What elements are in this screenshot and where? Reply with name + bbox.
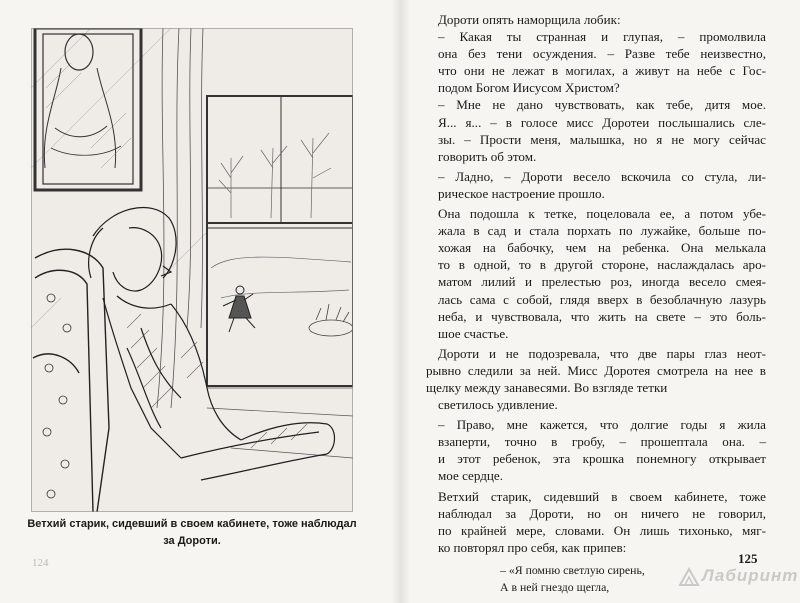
verse-line: А в ней гнездо щегла, bbox=[500, 579, 610, 594]
paragraph bbox=[426, 488, 766, 556]
book-gutter bbox=[392, 0, 410, 603]
text-line: ко повторял про себя, как припев: bbox=[438, 539, 627, 555]
text-line: мое сердце. bbox=[438, 468, 503, 484]
text-line: наблюдал за Дороти, но он ничего не говорил, bbox=[438, 505, 766, 521]
paragraph bbox=[426, 205, 766, 342]
text-line: она без тени осуждения. – Разве тебе неизвестно, bbox=[438, 46, 766, 62]
text-line: – Право, мне кажется, что долгие годы я жила bbox=[438, 417, 766, 433]
text-line: светилось удивление. bbox=[438, 397, 558, 413]
illustration-caption bbox=[26, 516, 358, 550]
text-line: то в одной, то в другой стороне, наслаждалась аро- bbox=[438, 257, 766, 273]
curtain bbox=[157, 28, 203, 408]
text-line: Дороти опять наморщила лобик: bbox=[438, 12, 621, 27]
text-column bbox=[426, 11, 766, 596]
text-line: что они не лежат в могилах, а живут на небе с Гос- bbox=[438, 63, 766, 79]
girl-figure bbox=[223, 286, 255, 332]
text-line: подом Богом Иисусом Христом? bbox=[438, 80, 620, 96]
text-line: жала в сад и стала порхать по лужайке, больше по- bbox=[438, 223, 766, 239]
text-line: Я... я... – в голосе мисс Доротеи послышались сле- bbox=[438, 114, 766, 130]
caption-line: Ветхий старик, сидевший в своем кабинете, тоже наблюдал bbox=[27, 518, 357, 530]
text-line: взаперти, точно в гробу, – прошептала она. – bbox=[438, 434, 766, 450]
paragraph bbox=[426, 168, 766, 202]
caption-line: за Дороти. bbox=[163, 535, 221, 547]
text-line: хожая на бабочку, чем на ребенка. Она мелькала bbox=[438, 240, 766, 256]
old-man-figure bbox=[89, 208, 335, 480]
illustration bbox=[31, 28, 353, 512]
watermark bbox=[678, 566, 798, 587]
text-line: зы. – Прости меня, малышка, но я не могу сейчас bbox=[438, 131, 766, 147]
text-line: рическое настроение прошло. bbox=[438, 185, 605, 201]
text-line: и этот ребенок, эта крошка понемногу открывает bbox=[438, 451, 766, 467]
paragraph bbox=[426, 11, 766, 28]
armchair bbox=[33, 249, 109, 512]
text-line: говорить об этом. bbox=[438, 148, 537, 164]
paragraph bbox=[426, 96, 766, 164]
labirint-logo-icon bbox=[678, 567, 700, 587]
text-line: лась сама с собой, глядя вверх в безоблачную лазурь bbox=[438, 291, 766, 307]
portrait-frame bbox=[35, 28, 141, 190]
paragraph bbox=[426, 416, 766, 484]
page-number: 125 bbox=[738, 551, 758, 566]
illustration-sketch bbox=[31, 28, 353, 512]
text-line: Ветхий старик, сидевший в своем кабинете, тоже bbox=[438, 488, 766, 504]
paragraph bbox=[426, 345, 766, 413]
text-line: Она подошла к тетке, поцеловала ее, а потом убе- bbox=[438, 206, 766, 222]
text-line: – Мне не дано чувствовать, как тебе, дитя мое. bbox=[438, 97, 766, 113]
text-line: – Какая ты странная и глупая, – промолвила bbox=[438, 29, 766, 45]
verse-line: – «Я помню светлую сирень, bbox=[500, 562, 645, 577]
text-line: – Ладно, – Дороти весело вскочила со стула, ли- bbox=[438, 168, 766, 184]
text-line: неба, и чувствовала, что жить на свете – это боль- bbox=[438, 308, 766, 324]
text-line: по крайней мере, словами. Он лишь тихонько, мяг- bbox=[438, 522, 766, 538]
text-line: шое счастье. bbox=[438, 325, 509, 341]
watermark-text: Лабиринт bbox=[702, 566, 799, 585]
text-line: Дороти и не подозревала, что две пары глаз неот- bbox=[438, 345, 766, 361]
paragraph bbox=[426, 28, 766, 96]
text-line: матом лилий и прелестью роз, иногда весело смея- bbox=[438, 274, 766, 290]
flowerbed bbox=[309, 304, 353, 336]
left-page-number: 124 bbox=[32, 557, 49, 569]
text-line: рывно следили за ней. Мисс Доротея смотрела на нее в щелку между занавесями. Во взгляде тетки bbox=[426, 362, 766, 395]
window bbox=[207, 96, 353, 386]
